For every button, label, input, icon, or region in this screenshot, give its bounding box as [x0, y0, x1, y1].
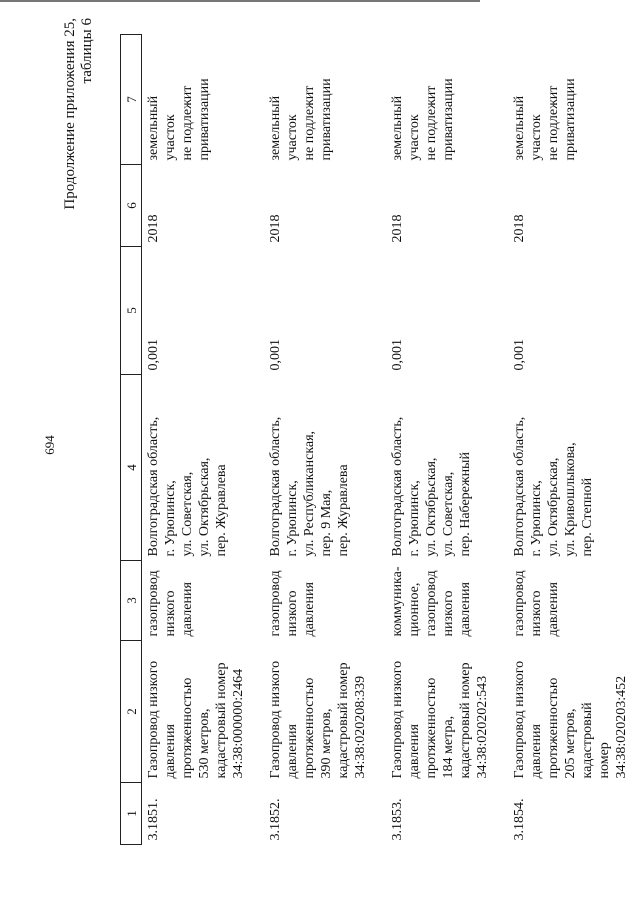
object-note: земельный участок не подлежит приватизации — [389, 78, 456, 161]
row-number: 3.1854. — [511, 798, 527, 841]
object-value: 0,001 — [267, 339, 283, 371]
row-number: 3.1853. — [389, 798, 405, 841]
object-type: газопровод низкого давления — [146, 570, 195, 637]
object-value: 0,001 — [511, 339, 527, 371]
object-year: 2018 — [146, 214, 161, 243]
table-row — [264, 35, 386, 845]
object-type: газопровод низкого давления — [267, 570, 317, 637]
object-note: земельный участок не подлежит приватизации — [267, 78, 334, 161]
object-address: Волгоградская область, г. Урюпинск, ул. Октябрьская, ул. Советская, пер. Набережный — [389, 416, 473, 557]
object-name: Газопровод низкого давления протяженностью 390 метров, кадастровый номер 34:38:020208:339 — [267, 660, 368, 779]
object-year: 2018 — [511, 214, 527, 243]
header-col-7: 7 — [121, 35, 142, 165]
object-address: Волгоградская область, г. Урюпинск, ул. Советская, ул. Октябрьская, пер. Журавлева — [146, 416, 229, 557]
object-note: земельный участок не подлежит приватизации — [511, 78, 578, 161]
header-col-6: 6 — [121, 165, 142, 247]
page-number: 694 — [42, 435, 57, 455]
header-col-3: 3 — [121, 561, 142, 641]
header-col-2: 2 — [121, 641, 142, 783]
table-row — [142, 35, 264, 845]
object-name: Газопровод низкого давления протяженностью 184 метра, кадастровый номер 34:38:020202:543 — [389, 660, 490, 779]
object-type: коммуника- ционное, газопровод низкого давления — [389, 566, 473, 637]
row-number: 3.1851. — [146, 798, 161, 841]
object-value: 0,001 — [146, 339, 161, 371]
object-name: Газопровод низкого давления протяженностью 530 метров, кадастровый номер 34:38:000000:2464 — [146, 660, 246, 779]
header-col-4: 4 — [121, 375, 142, 561]
object-address: Волгоградская область, г. Урюпинск, ул. Октябрьская, ул. Кривошлыкова, пер. Степной — [511, 416, 595, 557]
header-col-5: 5 — [121, 247, 142, 375]
table-row — [508, 35, 630, 845]
object-address: Волгоградская область, г. Урюпинск, ул. Республиканская, пер. 9 Мая, пер. Журавлева — [267, 416, 351, 557]
object-name: Газопровод низкого давления протяженностью 205 метров, кадастровый номер 34:38:020203:452 — [511, 660, 629, 779]
object-value: 0,001 — [389, 339, 405, 371]
header-col-1: 1 — [121, 783, 142, 845]
table-row — [386, 35, 508, 845]
header-row — [121, 35, 142, 845]
object-note: земельный участок не подлежит приватизации — [146, 78, 212, 161]
continuation-note: Продолжение приложения 25, таблицы 6 — [62, 18, 95, 210]
object-year: 2018 — [267, 214, 283, 243]
property-table — [120, 34, 630, 845]
object-year: 2018 — [389, 214, 405, 243]
row-number: 3.1852. — [267, 798, 283, 841]
object-type: газопровод низкого давления — [511, 570, 561, 637]
